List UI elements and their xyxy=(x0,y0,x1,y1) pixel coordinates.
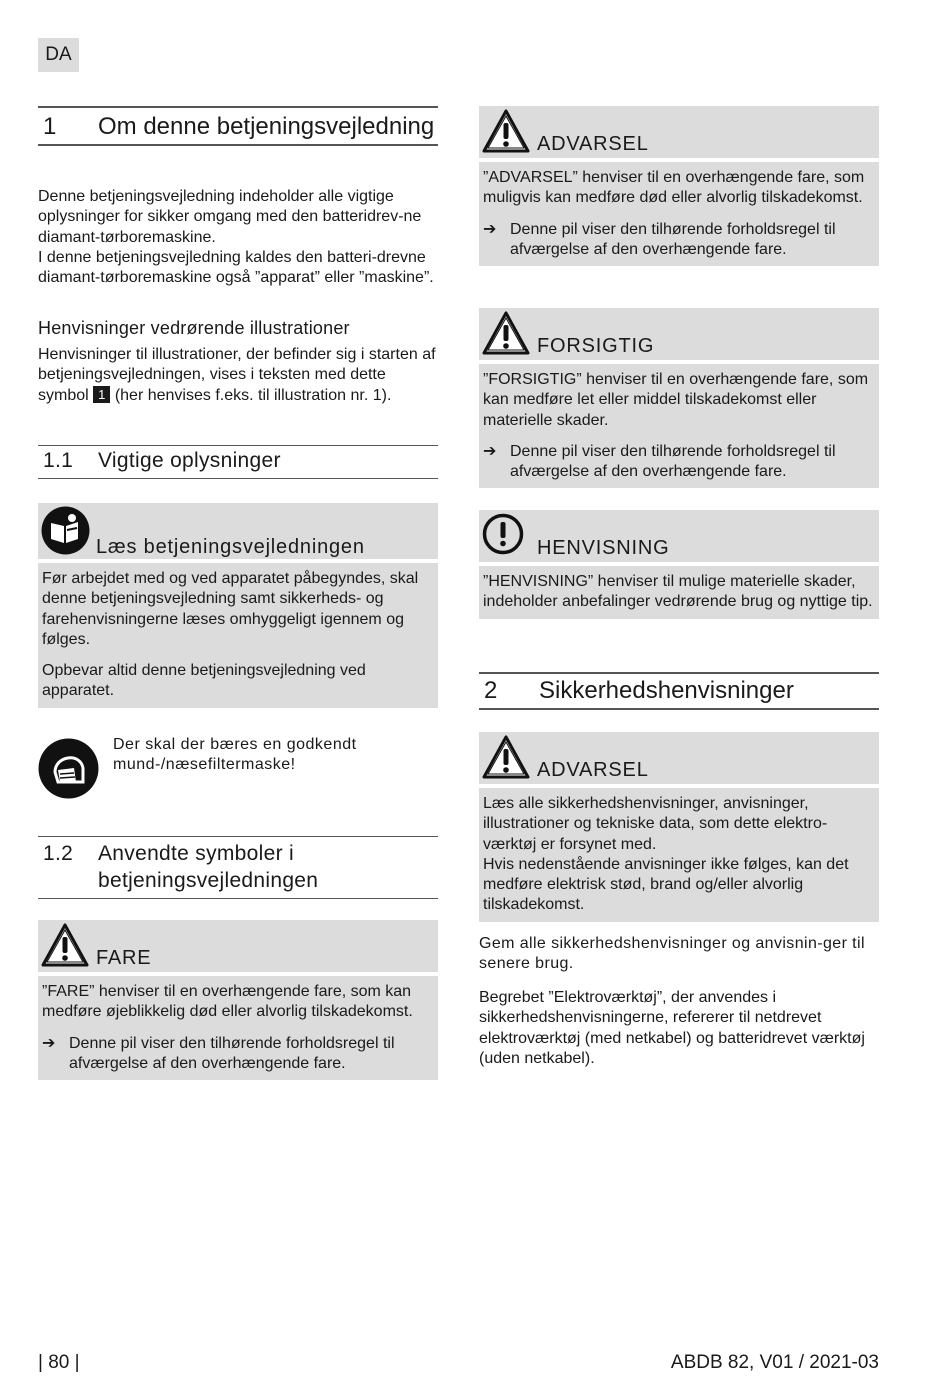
read-manual-box xyxy=(38,503,438,708)
forsigtig-arrow-text: Denne pil viser den tilhørende forholdsregel til afværgelse af den overhængende fare. xyxy=(510,442,836,481)
fare-box xyxy=(38,920,438,1080)
illustrations-paragraph xyxy=(38,345,438,406)
read-manual-icon xyxy=(41,506,90,555)
fare-arrow-item xyxy=(42,1034,434,1075)
fare-arrow-text: Denne pil viser den tilhørende forholdsregel til afværgelse af den overhængende fare. xyxy=(69,1034,395,1072)
mask-instruction: Der skal der bæres en godkendt mund-/næsefiltermaske! xyxy=(113,736,357,774)
henvisning-box xyxy=(479,510,879,619)
intro-paragraph-2: I denne betjeningsvejledning kaldes den batteri-drevne diamant-tørboremaskine også ”apparat” eller ”maskine”. xyxy=(38,249,434,287)
notice-exclamation-icon xyxy=(482,513,524,555)
document-id: ABDB 82, V01 / 2021-03 xyxy=(670,1352,879,1373)
read-manual-box-header xyxy=(38,503,438,559)
henvisning-body xyxy=(479,566,879,619)
mask-icon xyxy=(38,738,99,799)
advarsel-arrow-item xyxy=(483,220,875,261)
advarsel-box xyxy=(479,106,879,266)
fare-title: FARE xyxy=(96,947,152,969)
illustrations-text-b: (her henvises f.eks. til illustration nr. 1). xyxy=(114,386,392,404)
section-title: Vigtige oplysninger xyxy=(98,449,281,472)
fare-body xyxy=(38,976,438,1080)
advarsel-2-title: ADVARSEL xyxy=(537,759,649,781)
language-tag: DA xyxy=(38,38,79,72)
advarsel-arrow-text: Denne pil viser den tilhørende forholdsregel til afværgelse af den overhængende fare. xyxy=(510,220,836,258)
advarsel-box-header xyxy=(479,106,879,158)
advarsel-body xyxy=(479,162,879,266)
forsigtig-title: FORSIGTIG xyxy=(537,335,655,357)
section-title: Sikkerhedshenvisninger xyxy=(539,677,794,704)
read-manual-p1: Før arbejdet med og ved apparatet påbegyndes, skal denne betjeningsvejledning samt sikkerheds- og farehenvisningerne læses omhyggeligt igennem og følges. xyxy=(42,570,419,648)
fare-box-header xyxy=(38,920,438,972)
advarsel-2-box xyxy=(479,732,879,922)
illustrations-subheading: Henvisninger vedrørende illustrationer xyxy=(38,318,350,338)
forsigtig-arrow-item xyxy=(483,442,875,483)
intro-paragraph: Denne betjeningsvejledning indeholder alle vigtige oplysninger for sikker omgang med den batteridrev-ne diamant-tørboremaskine. xyxy=(38,188,422,246)
forsigtig-box-header xyxy=(479,308,879,360)
forsigtig-body xyxy=(479,364,879,488)
section-title: Anvendte symboler i betjeningsvejledningen xyxy=(98,842,319,892)
section-2-heading xyxy=(479,672,879,710)
keep-instructions-paragraph: Gem alle sikkerhedshenvisninger og anvisnin-ger til senere brug. xyxy=(479,935,865,973)
section-number: 1 xyxy=(43,113,57,140)
section-number: 1.2 xyxy=(43,842,74,865)
advarsel-title: ADVARSEL xyxy=(537,133,649,155)
henvisning-p1: ”HENVISNING” henviser til mulige materielle skader, indeholder anbefalinger vedrørende brug og nyttige tip. xyxy=(483,573,873,611)
warning-triangle-icon xyxy=(482,735,530,779)
advarsel-2-p1: Læs alle sikkerhedshenvisninger, anvisninger, illustrationer og tekniske data, som dette elektro-værktøj er forsynet med. xyxy=(483,795,828,853)
figure-reference-badge: 1 xyxy=(93,386,110,403)
section-number: 2 xyxy=(484,677,498,704)
advarsel-2-p2: Hvis nedenstående anvisninger ikke følges, kan det medføre elektrisk stød, brand og/eller alvorlig tilskadekomst. xyxy=(483,855,849,914)
advarsel-p1: ”ADVARSEL” henviser til en overhængende fare, som muligvis kan medføre død eller alvorlig tilskadekomst. xyxy=(483,169,865,207)
illustrations-text-a: Henvisninger til illustrationer, der befinder sig i starten af betjeningsvejledningen, vises i teksten med dette symbol xyxy=(38,346,436,404)
read-manual-p2: Opbevar altid denne betjeningsvejledning ved apparatet. xyxy=(42,662,366,700)
power-tool-definition-paragraph: Begrebet ”Elektroværktøj”, der anvendes i sikkerhedshenvisningerne, refererer til netdrevet elektroværktøj (med netkabel) og batteridrevet værktøj (uden netkabel). xyxy=(479,989,865,1067)
section-number: 1.1 xyxy=(43,449,74,472)
warning-triangle-icon xyxy=(41,923,89,967)
henvisning-title: HENVISNING xyxy=(537,537,670,559)
henvisning-box-header xyxy=(479,510,879,562)
arrow-icon: ➔ xyxy=(42,1034,56,1052)
advarsel-2-box-header xyxy=(479,732,879,784)
arrow-icon: ➔ xyxy=(483,442,497,460)
section-title: Om denne betjeningsvejledning xyxy=(98,113,435,140)
fare-p1: ”FARE” henviser til en overhængende fare, som kan medføre øjeblikkelig død eller alvorlig tilskadekomst. xyxy=(42,983,413,1021)
section-1-2-heading xyxy=(38,836,438,899)
forsigtig-p1: ”FORSIGTIG” henviser til en overhængende fare, som kan medføre let eller middel tilskadekomst eller materielle skader. xyxy=(483,371,869,429)
read-manual-body xyxy=(38,563,438,708)
read-manual-title: Læs betjeningsvejledningen xyxy=(96,536,365,558)
forsigtig-box xyxy=(479,308,879,488)
warning-triangle-icon xyxy=(482,311,530,355)
arrow-icon: ➔ xyxy=(483,220,497,238)
section-1-1-heading xyxy=(38,445,438,479)
warning-triangle-icon xyxy=(482,109,530,153)
advarsel-2-body xyxy=(479,788,879,922)
page-number: | 80 | xyxy=(38,1352,80,1373)
section-1-heading xyxy=(38,106,438,146)
